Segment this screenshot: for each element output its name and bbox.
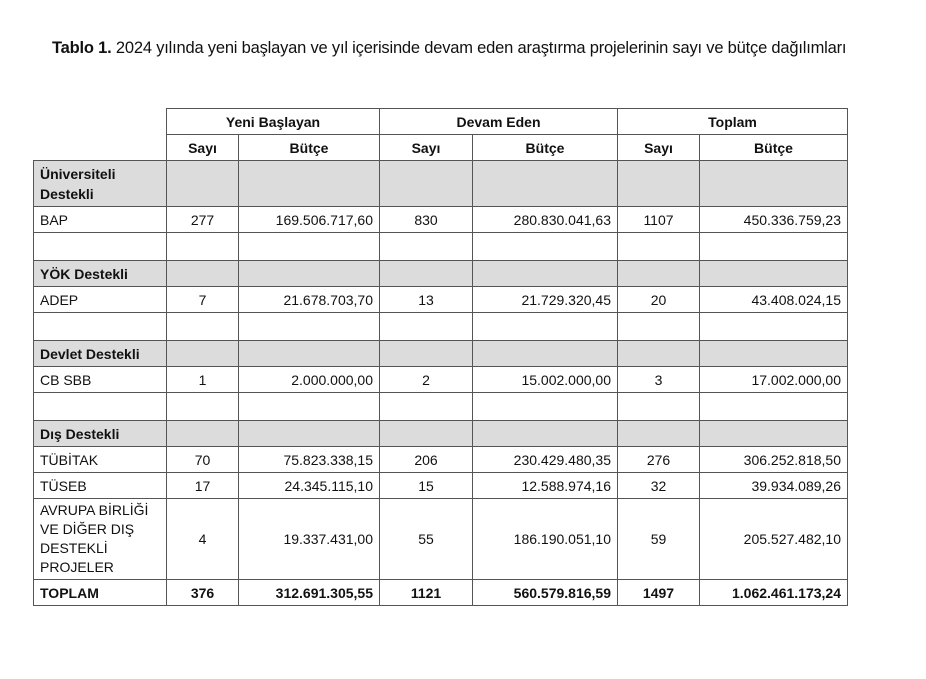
total-budget-total: 1.062.461.173,24 (700, 580, 848, 606)
new-budget-total: 312.691.305,55 (239, 580, 380, 606)
new-budget: 2.000.000,00 (239, 367, 380, 393)
new-budget: 19.337.431,00 (239, 499, 380, 580)
new-count: 4 (167, 499, 239, 580)
table-row (34, 367, 848, 393)
total-count-total: 1497 (618, 580, 700, 606)
new-budget: 24.345.115,10 (239, 473, 380, 499)
spacer-row (34, 393, 848, 421)
table-row (34, 499, 848, 580)
ongoing-count: 206 (380, 447, 473, 473)
total-budget: 306.252.818,50 (700, 447, 848, 473)
total-budget: 39.934.089,26 (700, 473, 848, 499)
table-row (34, 447, 848, 473)
section-title: Devlet Destekli (34, 341, 167, 367)
row-label: TÜBİTAK (34, 447, 167, 473)
table-row (34, 473, 848, 499)
ongoing-budget: 15.002.000,00 (473, 367, 618, 393)
group-header-row (34, 109, 848, 135)
new-count: 277 (167, 207, 239, 233)
table-caption (52, 30, 892, 67)
row-label: ADEP (34, 287, 167, 313)
group-header-new: Yeni Başlayan (167, 109, 380, 135)
row-label: CB SBB (34, 367, 167, 393)
row-label: AVRUPA BİRLİĞİ VE DİĞER DIŞ DESTEKLİ PROJELER (34, 499, 167, 580)
row-label: BAP (34, 207, 167, 233)
total-budget: 17.002.000,00 (700, 367, 848, 393)
section-title: Üniversiteli Destekli (34, 161, 167, 207)
ongoing-count: 2 (380, 367, 473, 393)
total-count: 276 (618, 447, 700, 473)
ongoing-count: 15 (380, 473, 473, 499)
group-header-ongoing: Devam Eden (380, 109, 618, 135)
new-count: 70 (167, 447, 239, 473)
new-budget: 21.678.703,70 (239, 287, 380, 313)
total-label: TOPLAM (34, 580, 167, 606)
spacer-row (34, 313, 848, 341)
caption-text: 2024 yılında yeni başlayan ve yıl içerisinde devam eden araştırma projelerinin sayı ve bütçe dağılımları (111, 39, 847, 57)
total-count: 59 (618, 499, 700, 580)
ongoing-budget-total: 560.579.816,59 (473, 580, 618, 606)
new-count: 1 (167, 367, 239, 393)
ongoing-budget: 230.429.480,35 (473, 447, 618, 473)
ongoing-budget: 12.588.974,16 (473, 473, 618, 499)
new-count: 17 (167, 473, 239, 499)
table-row (34, 287, 848, 313)
new-count-total: 376 (167, 580, 239, 606)
corner-cell (34, 109, 167, 161)
sub-header-count: Sayı (380, 135, 473, 161)
ongoing-count: 830 (380, 207, 473, 233)
group-header-total: Toplam (618, 109, 848, 135)
section-title: YÖK Destekli (34, 261, 167, 287)
sub-header-budget: Bütçe (700, 135, 848, 161)
ongoing-budget: 186.190.051,10 (473, 499, 618, 580)
ongoing-budget: 280.830.041,63 (473, 207, 618, 233)
total-row (34, 580, 848, 606)
sub-header-count: Sayı (167, 135, 239, 161)
row-label: TÜSEB (34, 473, 167, 499)
sub-header-count: Sayı (618, 135, 700, 161)
section-row (34, 161, 848, 207)
research-projects-table (33, 108, 848, 606)
total-count: 32 (618, 473, 700, 499)
sub-header-budget: Bütçe (473, 135, 618, 161)
section-title: Dış Destekli (34, 421, 167, 447)
new-budget: 75.823.338,15 (239, 447, 380, 473)
new-budget: 169.506.717,60 (239, 207, 380, 233)
section-row (34, 261, 848, 287)
total-count: 3 (618, 367, 700, 393)
sub-header-budget: Bütçe (239, 135, 380, 161)
ongoing-count-total: 1121 (380, 580, 473, 606)
section-row (34, 421, 848, 447)
section-row (34, 341, 848, 367)
spacer-row (34, 233, 848, 261)
total-count: 1107 (618, 207, 700, 233)
total-budget: 43.408.024,15 (700, 287, 848, 313)
ongoing-count: 13 (380, 287, 473, 313)
total-budget: 450.336.759,23 (700, 207, 848, 233)
total-budget: 205.527.482,10 (700, 499, 848, 580)
new-count: 7 (167, 287, 239, 313)
caption-label: Tablo 1. (52, 39, 112, 57)
ongoing-count: 55 (380, 499, 473, 580)
table-row (34, 207, 848, 233)
total-count: 20 (618, 287, 700, 313)
ongoing-budget: 21.729.320,45 (473, 287, 618, 313)
